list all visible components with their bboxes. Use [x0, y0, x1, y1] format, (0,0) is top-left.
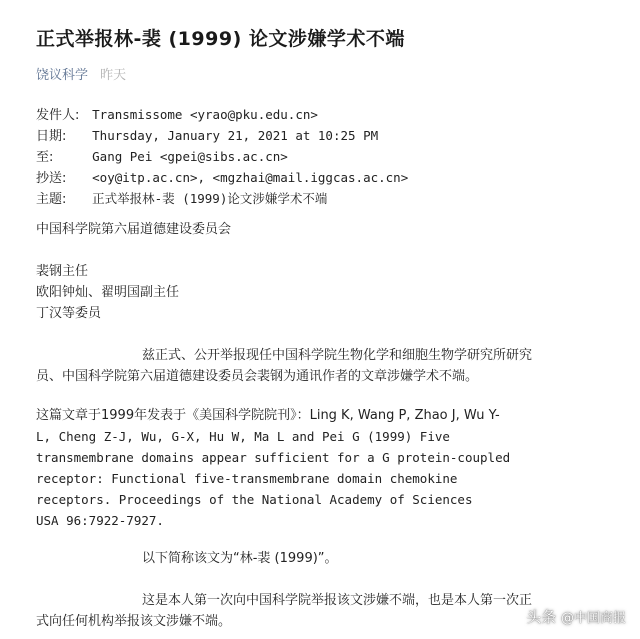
header-label: 抄送:: [36, 171, 67, 186]
addressee: 欧阳钟灿、翟明国副主任: [36, 285, 180, 300]
header-date: [36, 125, 408, 146]
paragraph-line: receptors. Proceedings of the National Academy of Sciences: [36, 492, 473, 507]
header-value: Gang Pei <gpei@sibs.ac.cn>: [92, 149, 288, 164]
paragraph-2: [36, 405, 611, 531]
article-title: 正式举报林-裴 (1999) 论文涉嫌学术不端: [36, 28, 405, 50]
header-label: 日期:: [36, 129, 67, 144]
header-cc: [36, 167, 408, 188]
paragraph-line: transmembrane domains appear sufficient for a G protein-coupled: [36, 450, 511, 465]
header-label: 至:: [36, 150, 54, 165]
paragraph-line: 以下简称该文为“林-裴 (1999)”。: [142, 551, 338, 566]
header-label: 主题:: [36, 192, 67, 207]
paragraph-line: 式向任何机构举报该文涉嫌不端。: [36, 614, 232, 629]
paragraph-line: 员、中国科学院第六届道德建设委员会裴钢为通讯作者的文章涉嫌学术不端。: [36, 369, 479, 384]
publish-time: 昨天: [100, 68, 127, 83]
watermark: [526, 606, 626, 627]
paragraph-4: [36, 590, 611, 632]
header-from: [36, 104, 408, 125]
watermark-handle: @中国商报: [560, 611, 626, 626]
addressee: 裴钢主任: [36, 264, 89, 279]
article-meta: [36, 64, 126, 83]
header-value: Transmissome <yrao@pku.edu.cn>: [92, 107, 318, 122]
paragraph-line: USA 96:7922-7927.: [36, 513, 164, 528]
header-to: [36, 146, 408, 167]
paragraph-3: [36, 548, 611, 569]
paragraph-line: L, Cheng Z-J, Wu, G-X, Hu W, Ma L and Pei G (1999) Five: [36, 429, 450, 444]
source-link[interactable]: 饶议科学: [36, 68, 89, 83]
header-subject: [36, 188, 408, 209]
header-label: 发件人:: [36, 108, 80, 123]
paragraph-line: receptor: Functional five-transmembrane domain chemokine: [36, 471, 458, 486]
addressee: 丁汉等委员: [36, 306, 102, 321]
paragraph-1: [36, 345, 611, 387]
header-value: <oy@itp.ac.cn>, <mgzhai@mail.iggcas.ac.cn>: [92, 170, 409, 185]
header-value: Thursday, January 21, 2021 at 10:25 PM: [92, 128, 379, 143]
recipient-org-line: 中国科学院第六届道德建设委员会: [36, 222, 232, 237]
email-headers: [36, 104, 408, 209]
paragraph-line: 这是本人第一次向中国科学院举报该文涉嫌不端，也是本人第一次正: [142, 593, 533, 608]
header-value: 正式举报林-裴 (1999)论文涉嫌学术不端: [92, 191, 328, 206]
paragraph-line: 这篇文章于1999年发表于《美国科学院院刊》：Ling K, Wang P, Zhao J, Wu Y-: [36, 408, 500, 423]
addressee-list: [36, 261, 611, 324]
recipient-org: [36, 219, 611, 240]
paragraph-line: 兹正式、公开举报现任中国科学院生物化学和细胞生物学研究所研究: [142, 348, 533, 363]
watermark-prefix: 头条: [526, 608, 557, 626]
